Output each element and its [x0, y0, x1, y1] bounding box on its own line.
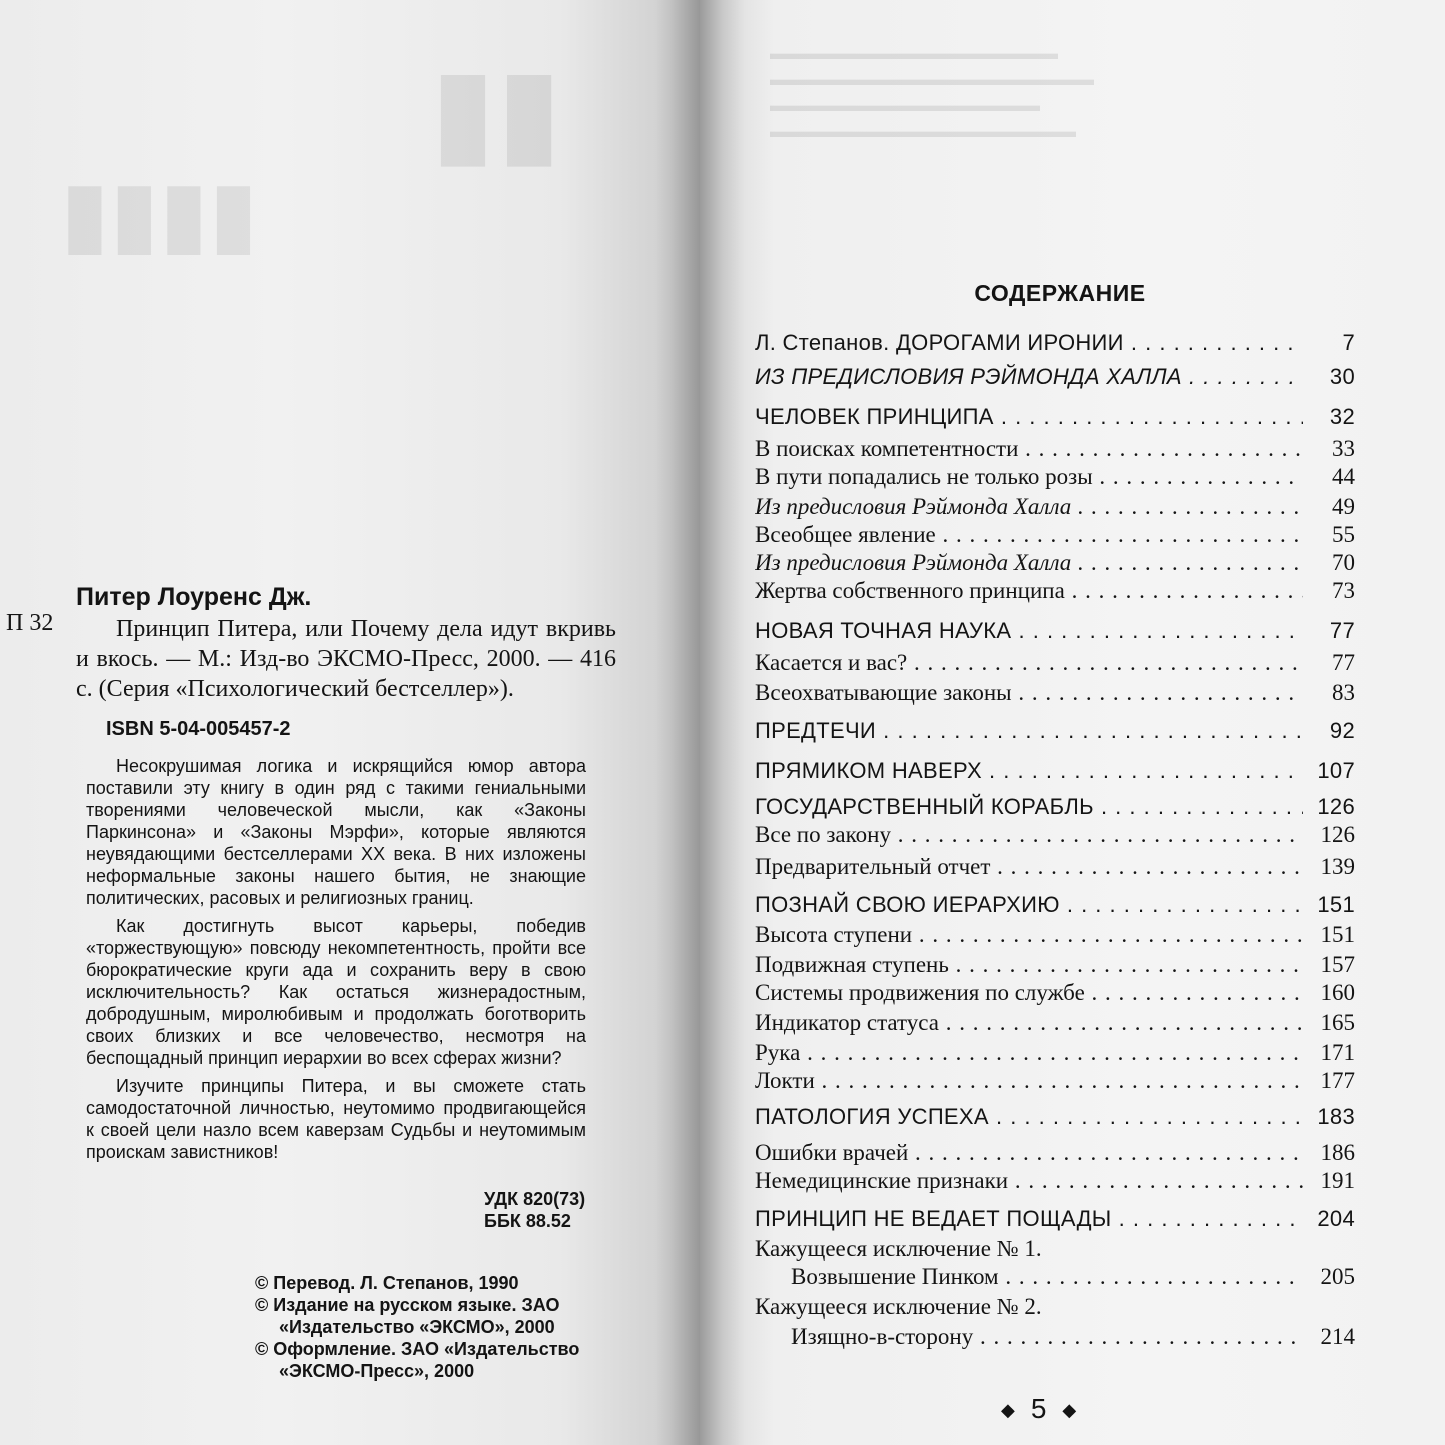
toc-entry-page: 177 [1320, 1068, 1355, 1093]
toc-entry-page: 151 [1317, 892, 1355, 917]
toc-entry-page: 204 [1317, 1206, 1355, 1231]
annotation-paragraph: Несокрушимая логика и искрящийся юмор автора поставили эту книгу в один ряд с такими гениальными творениями человеческой мысли, как «Законы Паркинсона» и «Законы Мэрфи», которые являются неувядающими бестселлерами XX века. В них изложены неформальные законы нашего бытия, не знающие политических, расовых и религиозных границ. [86, 756, 586, 908]
toc-entry-title: Л. Степанов. ДОРОГАМИ ИРОНИИ . . . [755, 328, 1303, 358]
toc-entry-page: 83 [1332, 680, 1355, 705]
book-description: Принцип Питера, или Почему дела идут вкривь и вкось. — М.: Изд-во ЭКСМО-Пресс, 2000. — 416 с. (Серия «Психологический бестселлер»). [76, 616, 616, 702]
page-number-value: 5 [1030, 1393, 1047, 1424]
toc-entry [755, 1008, 1355, 1038]
toc-entry [755, 462, 1355, 492]
toc-entry [755, 576, 1355, 606]
toc-entry-page: 77 [1332, 650, 1355, 675]
toc-entry [755, 1066, 1355, 1096]
toc-entry-page: 165 [1320, 1010, 1355, 1035]
toc-entry [755, 950, 1355, 980]
toc-entry-page: 7 [1342, 330, 1355, 355]
toc-entry [755, 978, 1355, 1008]
toc-entry-page: 77 [1329, 618, 1355, 643]
toc-entry-title: Все по закону . . . [755, 820, 1303, 850]
toc-entry-title: Кажущееся исключение № 2. [755, 1294, 1042, 1319]
bbk-code: ББК 88.52 [484, 1211, 571, 1231]
copyright-line: «Издательство «ЭКСМО», 2000 [279, 1317, 555, 1337]
toc-entry [755, 402, 1355, 432]
toc-entry-title: НОВАЯ ТОЧНАЯ НАУКА . . . [755, 616, 1303, 646]
toc-entry-title: ПРИНЦИП НЕ ВЕДАЕТ ПОЩАДЫ . . . [755, 1204, 1303, 1234]
toc-entry-title: ПРЕДТЕЧИ . . . [755, 716, 1303, 746]
toc-entry-title: В пути попадались не только розы . . . [755, 462, 1303, 492]
toc-entry [755, 852, 1355, 882]
copyright-line: © Перевод. Л. Степанов, 1990 [255, 1273, 519, 1293]
toc-entry-page: 55 [1332, 522, 1355, 547]
toc-entry-title: ЧЕЛОВЕК ПРИНЦИПА . . . [755, 402, 1303, 432]
toc-entry [755, 1234, 1355, 1264]
toc-entry-title: Из предисловия Рэймонда Халла . . . [755, 492, 1303, 522]
copyright-line: «ЭКСМО-Пресс», 2000 [279, 1361, 475, 1381]
isbn: ISBN 5-04-005457-2 [106, 718, 291, 740]
toc-entry-page: 191 [1320, 1168, 1355, 1193]
toc-title: СОДЕРЖАНИЕ [974, 280, 1146, 306]
toc-entry [755, 492, 1355, 522]
toc-entry-title: Рука . . . [755, 1038, 1303, 1068]
annotation [76, 755, 616, 1163]
toc-entry [755, 1038, 1355, 1068]
toc-entry-page: 73 [1332, 578, 1355, 603]
toc-entry [755, 434, 1355, 464]
page-number [985, 1393, 1092, 1425]
toc-entry-page [1305, 1292, 1355, 1322]
copyright-line: © Издание на русском языке. ЗАО [255, 1295, 560, 1315]
toc-entry-page: 139 [1320, 854, 1355, 879]
toc-entry-title: Всеохватывающие законы . . . [755, 678, 1303, 708]
toc-entry [755, 1262, 1355, 1292]
copyright-notices [255, 1272, 579, 1382]
toc-entry [755, 328, 1355, 358]
author-name: Питер Лоуренс Дж. [76, 583, 312, 611]
toc-entry-title: Кажущееся исключение № 1. [755, 1236, 1042, 1261]
toc-entry [755, 1138, 1355, 1168]
toc-entry [755, 1204, 1355, 1234]
annotation-paragraph: Изучите принципы Питера, и вы сможете стать самодостаточной личностью, неутомимо продвигающейся к своей цели назло всем каверзам Судьбы и неутомимым проискам завистников! [86, 1076, 586, 1162]
toc-entry [755, 520, 1355, 550]
toc-entry-page: 157 [1320, 952, 1355, 977]
toc-entry-page: 186 [1320, 1140, 1355, 1165]
book-gutter [655, 0, 745, 1445]
toc-entry-page: 70 [1332, 550, 1355, 575]
toc-entry-page: 126 [1320, 822, 1355, 847]
toc-entry-title: ПОЗНАЙ СВОЮ ИЕРАРХИЮ . . . [755, 890, 1303, 920]
toc-entry [755, 792, 1355, 822]
annotation-paragraph: Как достигнуть высот карьеры, победив «торжествующую» повсюду некомпетентность, пройти все бюрократические круги ада и сохранить веру в свою исключительность? Как остаться жизнерадостным, добродушным, миролюбивым и продолжать боготворить своих близких и все человечество, несмотря на беспощадный принцип иерархии во всех сферах жизни? [86, 916, 586, 1068]
toc-entry [755, 1102, 1355, 1132]
toc-entry-page: 214 [1320, 1324, 1355, 1349]
toc-entry-title: Жертва собственного принципа . . . [755, 576, 1303, 606]
toc-entry-page: 205 [1320, 1264, 1355, 1289]
toc-entry-page: 183 [1317, 1104, 1355, 1129]
toc-entry-page: 151 [1320, 922, 1355, 947]
toc-entry-title: Подвижная ступень . . . [755, 950, 1303, 980]
toc-entry-page: 49 [1332, 494, 1355, 519]
toc-entry-page: 107 [1317, 758, 1355, 783]
toc-entry-title: ПРЯМИКОМ НАВЕРХ . . . [755, 756, 1303, 786]
toc-entry [755, 678, 1355, 708]
toc-entry-title: Касается и вас? . . . [755, 648, 1303, 678]
classification-codes [484, 1188, 585, 1232]
toc-entry-title: В поисках компетентности . . . [755, 434, 1303, 464]
toc-entry-title: Предварительный отчет . . . [755, 852, 1303, 882]
toc-entry-title: Изящно-в-сторону . . . [791, 1322, 1303, 1352]
toc-entry [755, 920, 1355, 950]
toc-entry-page: 171 [1320, 1040, 1355, 1065]
toc-entry-title: Индикатор статуса . . . [755, 1008, 1303, 1038]
toc-entry-page [1305, 1234, 1355, 1264]
toc-entry-page: 33 [1332, 436, 1355, 461]
toc-entry [755, 890, 1355, 920]
toc-entry-title: Системы продвижения по службе . . . [755, 978, 1303, 1008]
toc-entry-title: Ошибки врачей . . . [755, 1138, 1303, 1168]
toc-entry-title: Высота ступени . . . [755, 920, 1303, 950]
toc-entry-page: 44 [1332, 464, 1355, 489]
toc-entry-title: ГОСУДАРСТВЕННЫЙ КОРАБЛЬ . . . [755, 792, 1303, 822]
udk-code: УДК 820(73) [484, 1189, 586, 1209]
toc-entry-title: Возвышение Пинком . . . [791, 1262, 1303, 1292]
toc-entry [755, 1292, 1355, 1322]
toc-entry [755, 1322, 1355, 1352]
toc-entry [755, 716, 1355, 746]
copyright-line: © Оформление. ЗАО «Издательство [255, 1339, 580, 1359]
toc-entry-page: 126 [1317, 794, 1355, 819]
diamond-ornament-icon: ◆ [1001, 1400, 1015, 1421]
bibliographic-record [76, 583, 616, 1163]
toc-entry-title: ПАТОЛОГИЯ УСПЕХА . . . [755, 1102, 1303, 1132]
toc-entry [755, 616, 1355, 646]
toc-entry-page: 160 [1320, 980, 1355, 1005]
toc-entry-title: Немедицинские признаки . . . [755, 1166, 1303, 1196]
toc-entry [755, 648, 1355, 678]
library-class-code: П 32 [6, 610, 54, 636]
toc-entry [755, 362, 1355, 392]
toc-entry [755, 820, 1355, 850]
toc-entry [755, 548, 1355, 578]
toc-entry-page: 30 [1329, 364, 1355, 389]
toc-entry-page: 92 [1329, 718, 1355, 743]
toc-entry-title: Всеобщее явление . . . [755, 520, 1303, 550]
toc-entry-title: Из предисловия Рэймонда Халла . . . [755, 548, 1303, 578]
diamond-ornament-icon: ◆ [1062, 1400, 1077, 1421]
toc-entry-title: ИЗ ПРЕДИСЛОВИЯ РЭЙМОНДА ХАЛЛА . . . [755, 362, 1303, 392]
toc-entry [755, 756, 1355, 786]
toc-entry-title: Локти . . . [755, 1066, 1303, 1096]
toc-entry-page: 32 [1329, 404, 1355, 429]
toc-entry [755, 1166, 1355, 1196]
